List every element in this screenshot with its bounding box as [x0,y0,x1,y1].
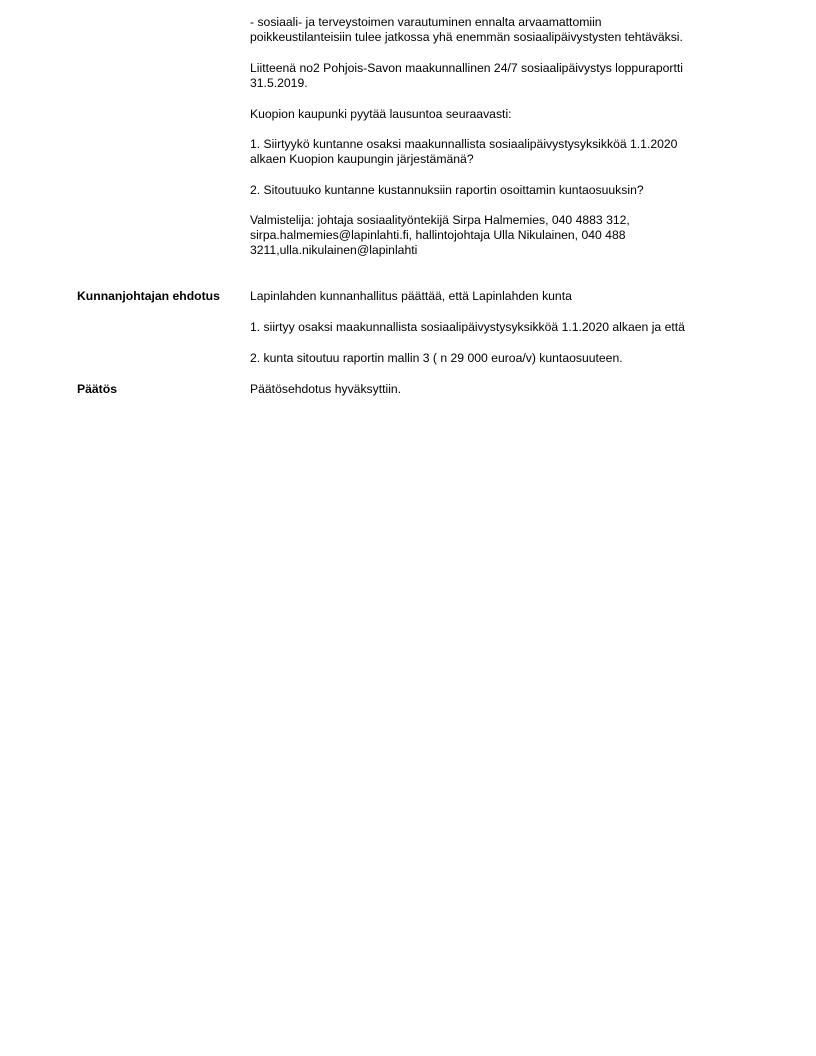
proposal-paragraph: Lapinlahden kunnanhallitus päättää, että Lapinlahden kunta [250,289,572,303]
decision-label: Päätös [77,382,117,396]
bullet-paragraph: - sosiaali- ja terveystoimen varautuminen ennalta arvaamattomiin poikkeustilanteisiin tulee jatkossa yhä enemmän sosiaalipäivystysten tehtäväksi. [250,15,683,44]
decision-paragraph: Päätösehdotus hyväksyttiin. [250,382,402,396]
question-2-paragraph: 2. Sitoutuuko kuntanne kustannuksiin raportin osoittamin kuntaosuuksin? [250,183,644,197]
proposal-item-1: 1. siirtyy osaksi maakunnallista sosiaalipäivystysyksikköä 1.1.2020 alkaen ja että [250,320,685,334]
proposal-label: Kunnanjohtajan ehdotus [77,289,220,303]
question-1-paragraph: 1. Siirtyykö kuntanne osaksi maakunnallista sosiaalipäivystysyksikköä 1.1.2020 alkaen Kuopion kaupungin järjestämänä? [250,137,678,166]
attachment-paragraph: Liitteenä no2 Pohjois-Savon maakunnallinen 24/7 sosiaalipäivystys loppuraportti 31.5.2019. [250,61,683,90]
proposal-item-2: 2. kunta sitoutuu raportin mallin 3 ( n 29 000 euroa/v) kuntaosuuteen. [250,351,623,365]
statement-request-paragraph: Kuopion kaupunki pyytää lausuntoa seuraavasti: [250,107,512,121]
preparer-paragraph: Valmistelija: johtaja sosiaalityöntekijä Sirpa Halmemies, 040 4883 312, sirpa.halmemies@lapinlahti.fi, hallintojohtaja Ulla Nikulainen, 040 488 3211,ulla.nikulainen@lapinlahti [250,213,630,257]
